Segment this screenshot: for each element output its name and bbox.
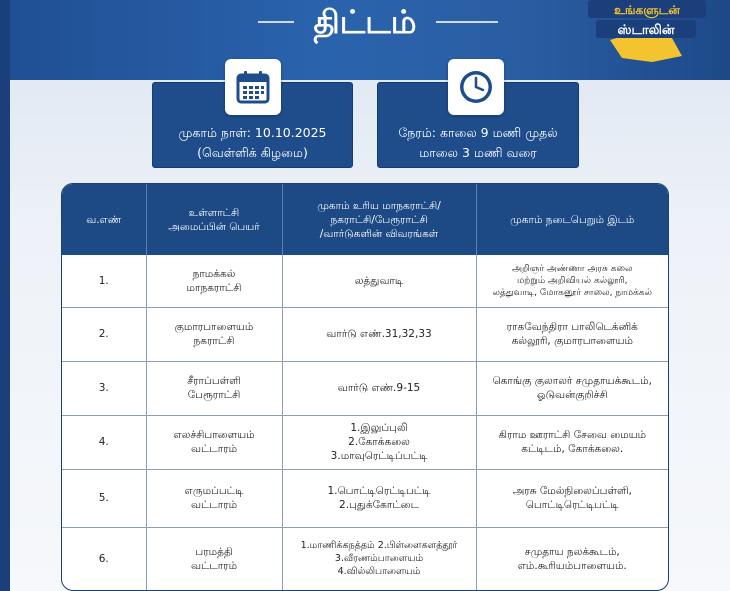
ward-details-cell: வார்டு எண்.9-15 bbox=[282, 361, 476, 415]
camp-date-card bbox=[152, 82, 353, 168]
table-header-row bbox=[62, 184, 668, 255]
serial-no-cell: 3. bbox=[62, 361, 146, 415]
ward-details-cell: 1.இலுப்புலி 2.கோக்கலை 3.மாவுரெட்டிப்பட்டி bbox=[282, 415, 476, 469]
table-row bbox=[62, 527, 668, 590]
calendar-icon-tile bbox=[225, 59, 281, 115]
local-body-cell: குமாரபாளையம் நகராட்சி bbox=[146, 307, 282, 361]
page-title: திட்டம் bbox=[313, 3, 417, 41]
header-local-body: உள்ளாட்சி அமைப்பின் பெயர் bbox=[146, 184, 282, 255]
venue-cell: அரசு மேல்நிலைப்பள்ளி, பொட்டிரெட்டிபட்டி bbox=[476, 469, 668, 527]
camp-time-end: மாலை 3 மணி வரை bbox=[419, 145, 537, 160]
header-serial-no: வ.எண் bbox=[62, 184, 146, 255]
left-edge-stripe bbox=[0, 0, 10, 591]
venue-cell: சமுதாய நலக்கூடம், எம்.கூரியம்பாளையம். bbox=[517, 545, 627, 572]
title-rule-right bbox=[436, 21, 498, 23]
venue-cell: கிராம ஊராட்சி சேவை மையம் கட்டிடம், கோக்கலை. bbox=[476, 415, 668, 469]
serial-no-cell: 5. bbox=[62, 469, 146, 527]
local-body-cell: சீராப்பள்ளி பேரூராட்சி bbox=[146, 361, 282, 415]
camp-day-text: (வெள்ளிக் கிழமை) bbox=[197, 145, 308, 160]
header-venue: முகாம் நடைபெறும் இடம் bbox=[476, 184, 668, 255]
header-ward-details: முகாம் உரிய மாநகராட்சி/ நகராட்சி/பேரூராட்சி /வார்டுகளின் விவரங்கள் bbox=[282, 184, 476, 255]
serial-no-cell: 1. bbox=[62, 255, 146, 307]
table-row bbox=[62, 255, 668, 307]
table-row bbox=[62, 361, 668, 415]
venue-cell: கொங்கு குலாலர் சமுதாயக்கூடம், ஓடுவன்குறிச்சி bbox=[476, 361, 668, 415]
local-body-cell: பரமத்தி வட்டாரம் bbox=[146, 527, 282, 590]
camp-time-start: நேரம்: காலை 9 மணி முதல் bbox=[398, 125, 558, 140]
ward-details-cell: லத்துவாடி bbox=[282, 255, 476, 307]
local-body-cell: எருமப்பட்டி வட்டாரம் bbox=[146, 469, 282, 527]
local-body-cell: எலச்சிபாளையம் வட்டாரம் bbox=[146, 415, 282, 469]
serial-no-cell: 4. bbox=[62, 415, 146, 469]
camp-schedule-table bbox=[61, 183, 669, 591]
camp-date-text: முகாம் நாள்: 10.10.2025 bbox=[178, 125, 327, 140]
venue-cell: ராகவேந்திரா பாலிடெக்னிக் கல்லூரி, குமாரபாளையம் bbox=[476, 307, 668, 361]
svg-text:உங்களுடன்: உங்களுடன் bbox=[614, 3, 680, 17]
table-row bbox=[62, 415, 668, 469]
ward-details-cell: வார்டு எண்.31,32,33 bbox=[282, 307, 476, 361]
serial-no-cell: 2. bbox=[62, 307, 146, 361]
ward-details-cell: 1.பொட்டிரெட்டிபட்டி 2.புதுக்கோட்டை bbox=[282, 469, 476, 527]
table-row bbox=[62, 469, 668, 527]
clock-icon bbox=[456, 67, 496, 107]
camp-time-card bbox=[377, 82, 579, 168]
clock-icon-tile bbox=[448, 59, 504, 115]
ward-details-cell: 1.மாணிக்கநத்தம் 2.பிள்ளைகளத்தூர் 3.வீரணம்பாளையம் 4.வில்லிபாளையம் bbox=[282, 527, 476, 590]
local-body-cell: நாமக்கல் மாநகராட்சி bbox=[146, 255, 282, 307]
svg-text:ஸ்டாலின்: ஸ்டாலின் bbox=[617, 23, 675, 38]
table-row bbox=[62, 307, 668, 361]
scheme-logo bbox=[582, 0, 712, 64]
calendar-icon bbox=[233, 67, 273, 107]
serial-no-cell: 6. bbox=[62, 527, 146, 590]
venue-cell: அறிஞர் அண்ணா அரசு கலை மற்றும் அறிவியல் கல்லூரி, லத்துவாடி, மோகனூர் சாலை, நாமக்கல் bbox=[476, 255, 668, 307]
